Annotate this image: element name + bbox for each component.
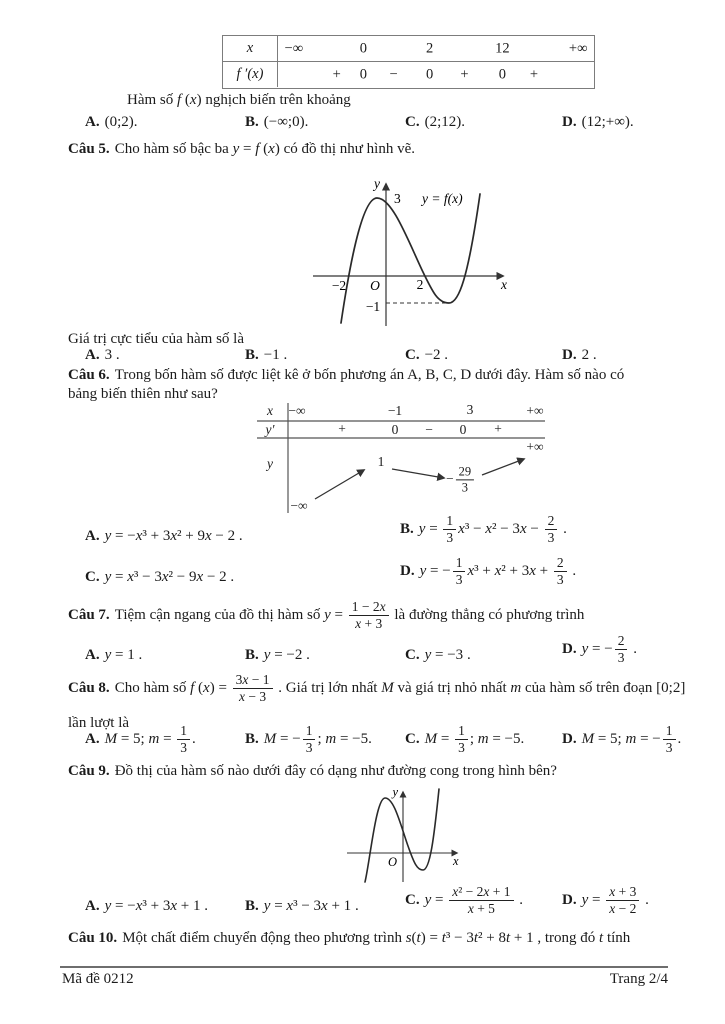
question-number: Câu 6. (68, 367, 110, 383)
option-value: 2 . (581, 347, 597, 363)
option-label: A. (85, 347, 100, 363)
x-value: +∞ (568, 40, 588, 56)
arrow-up-2 (482, 459, 524, 475)
option-label: B. (245, 347, 259, 363)
q10-lead (68, 929, 630, 949)
valley-minus-sign: − (445, 471, 454, 487)
option-value: y = −2 . (263, 647, 310, 663)
q7-lead-text: Tiệm cận ngang của đồ thị hàm số y = $\frac{1 - 2x}{x + 3}$ là đường thẳng có phương trình (114, 599, 585, 632)
option-value: 3 . (104, 347, 120, 363)
q5-question: Giá trị cực tiểu của hàm số là (68, 331, 244, 347)
option-label: A. (85, 528, 100, 544)
q6-lead-line1 (68, 366, 624, 386)
sign: + (529, 66, 539, 82)
bbt-y-limit-top-right: +∞ (526, 439, 544, 454)
option-label: D. (400, 563, 415, 580)
q4-prompt: Hàm số f (x) nghịch biến trên khoảng (127, 92, 351, 108)
sign: + (332, 66, 341, 82)
bbt-x-value: +∞ (526, 403, 544, 418)
origin-label: O (370, 278, 380, 293)
option-label: B. (245, 731, 259, 748)
option-label: C. (405, 647, 420, 663)
option-value: y = −x³ + 3x + 1 . (104, 898, 208, 914)
x-axis-label: x (453, 854, 459, 868)
option-value: y = $\frac{1}{3}$ x³ − x² − 3x − $\frac{2}{3}$ . (418, 513, 567, 546)
option-value: (2;12). (424, 114, 466, 130)
q9-option-a (85, 897, 208, 916)
sign-table-fx-row (223, 62, 594, 87)
option-label: C. (405, 731, 420, 748)
q5-cubic-graph (310, 176, 510, 330)
valley-numerator: 29 (456, 465, 475, 480)
bbt-x-value: 3 (466, 402, 474, 417)
y-axis-label: y (374, 176, 380, 191)
option-label: C. (405, 114, 420, 130)
sign-table-x-row (223, 36, 594, 62)
option-value: −2 . (424, 347, 449, 363)
curve-label: y = f(x) (422, 191, 463, 206)
q6-option-b (400, 514, 567, 545)
q8-option-a (85, 724, 196, 755)
q5-option-b (245, 346, 287, 365)
q4-option-a (85, 113, 138, 132)
q5-lead (68, 140, 415, 160)
q9-lead (68, 762, 557, 782)
q7-option-c (405, 646, 471, 665)
bbt-sign: 0 (391, 422, 399, 437)
option-label: A. (85, 114, 100, 130)
option-label: C. (405, 892, 420, 909)
option-label: C. (405, 347, 420, 363)
footer-exam-code: Mã đề 0212 (62, 971, 134, 987)
sign: 0 (359, 66, 367, 82)
option-value: (−∞;0). (263, 114, 309, 130)
footer-rule (60, 966, 668, 968)
q4-option-c (405, 113, 465, 132)
sign: 0 (426, 66, 434, 82)
question-number: Câu 10. (68, 930, 118, 946)
valley-fraction (456, 465, 475, 494)
option-value: y = −3 . (424, 647, 471, 663)
question-number: Câu 9. (68, 763, 110, 779)
bbt-x-label: x (267, 403, 273, 418)
option-label: B. (245, 647, 259, 663)
tick-2: 2 (416, 277, 424, 292)
arrow-down (392, 469, 444, 478)
option-value: y = x³ − 3x² − 9x − 2 . (104, 569, 235, 585)
q9-cubic-graph (345, 783, 470, 885)
q4-option-b (245, 113, 308, 132)
bbt-sign: 0 (459, 422, 467, 437)
bbt-yprime-label: y′ (265, 422, 275, 437)
option-label: A. (85, 647, 100, 663)
q9-lead-text: Đồ thị của hàm số nào dưới đây có dạng như đường cong trong hình bên? (114, 763, 557, 779)
bbt-sign: − (425, 422, 433, 437)
option-label: B. (245, 898, 259, 914)
option-value: y = − $\frac{2}{3}$ . (581, 633, 637, 666)
tick-3: 3 (394, 191, 401, 206)
option-label: A. (85, 731, 100, 748)
sign: − (389, 66, 398, 82)
sign: + (460, 66, 469, 82)
question-number: Câu 5. (68, 141, 110, 157)
option-label: D. (562, 114, 577, 130)
option-value: y = x³ − 3x + 1 . (263, 898, 359, 914)
option-value: M = 5; m = $\frac{1}{3}$ . (104, 723, 196, 756)
option-label: D. (562, 641, 577, 658)
q10-lead-text: Một chất điểm chuyển động theo phương trình s(t) = t³ − 3t² + 8t + 1 , trong đó t tính (122, 930, 631, 946)
q6-option-d (400, 556, 576, 587)
option-value: M = − $\frac{1}{3}$ ; m = −5. (263, 723, 372, 756)
sign-table-fx-label: f ′(x) (223, 62, 278, 87)
q6-option-a (85, 527, 243, 546)
option-value: M = 5; m = − $\frac{1}{3}$ . (581, 723, 682, 756)
q7-option-a (85, 646, 142, 665)
q6-lead-text: Trong bốn hàm số được liệt kê ở bốn phương án A, B, C, D dưới đây. Hàm số nào có (114, 367, 625, 383)
x-value: 0 (359, 40, 367, 56)
cubic-curve (341, 194, 480, 323)
option-label: B. (245, 114, 259, 130)
bbt-x-value: −1 (387, 403, 403, 418)
arrow-up-1 (315, 470, 364, 499)
x-value: −∞ (284, 40, 304, 56)
q8-option-b (245, 724, 372, 755)
sign-table-x-cells (278, 36, 594, 61)
bbt-y-limit-bottom-left: −∞ (290, 498, 308, 513)
bbt-y-label: y (267, 456, 273, 471)
q6-option-c (85, 568, 234, 587)
q8-lead-text: Cho hàm số f (x) = $\frac{3x - 1}{x - 3}$ . Giá trị lớn nhất M và giá trị nhỏ nhất m của hàm số trên đoạn [0;2] (114, 672, 686, 705)
question-number: Câu 7. (68, 607, 110, 624)
footer-page-number: Trang 2/4 (609, 971, 668, 987)
q4-option-d (562, 113, 634, 132)
option-value: y = $\frac{x + 3}{x - 2}$ . (581, 884, 649, 917)
q9-option-c (405, 885, 523, 916)
x-axis-label: x (501, 277, 507, 292)
option-label: C. (85, 569, 100, 585)
cubic-curve (365, 789, 439, 882)
option-label: D. (562, 347, 577, 363)
option-label: B. (400, 521, 414, 538)
bbt-y-peak: 1 (377, 454, 385, 469)
question-number: Câu 8. (68, 680, 110, 697)
q7-option-d (562, 634, 637, 665)
option-value: y = $\frac{\text{x² − 2x + 1}}{x + 5}$ . (424, 884, 524, 917)
valley-denominator: 3 (461, 480, 468, 495)
q8-lead-line2: lần lượt là (68, 715, 130, 731)
tick-minus1: −1 (365, 299, 381, 314)
bbt-sign: + (338, 421, 346, 436)
y-axis-label: y (392, 785, 398, 799)
x-value: 12 (495, 40, 510, 56)
tick-minus2: −2 (331, 278, 347, 293)
option-value: y = 1 . (104, 647, 143, 663)
option-value: y = − $\frac{1}{3}$ x³ + x² + 3x + $\frac{2}{3}$ . (419, 555, 577, 588)
sign: 0 (498, 66, 506, 82)
bbt-sign: + (494, 421, 502, 436)
bbt-x-value: −∞ (288, 403, 306, 418)
q6-lead-line2: bảng biến thiên như sau? (68, 386, 218, 402)
q5-option-a (85, 346, 120, 365)
q6-variation-table (255, 401, 547, 515)
option-value: −1 . (263, 347, 288, 363)
option-label: A. (85, 898, 100, 914)
x-value: 2 (426, 40, 434, 56)
bbt-y-valley (446, 465, 476, 494)
q7-option-b (245, 646, 310, 665)
q9-option-d (562, 885, 649, 916)
option-value: (12;+∞). (581, 114, 634, 130)
q9-option-b (245, 897, 359, 916)
sign-table-x-label: x (223, 36, 278, 61)
option-value: y = −x³ + 3x² + 9x − 2 . (104, 528, 243, 544)
q5-option-c (405, 346, 448, 365)
q7-lead (68, 600, 584, 631)
option-value: M = $\frac{1}{3}$ ; m = −5. (424, 723, 525, 756)
q8-lead (68, 673, 685, 704)
option-value: (0;2). (104, 114, 138, 130)
q8-option-d (562, 724, 681, 755)
q8-option-c (405, 724, 524, 755)
option-label: D. (562, 731, 577, 748)
q5-lead-text: Cho hàm số bậc ba y = f (x) có đồ thị như hình vẽ. (114, 141, 416, 157)
derivative-sign-table (222, 35, 595, 89)
origin-label: O (387, 855, 397, 869)
option-label: D. (562, 892, 577, 909)
q5-option-d (562, 346, 597, 365)
sign-table-fx-cells (278, 62, 594, 87)
